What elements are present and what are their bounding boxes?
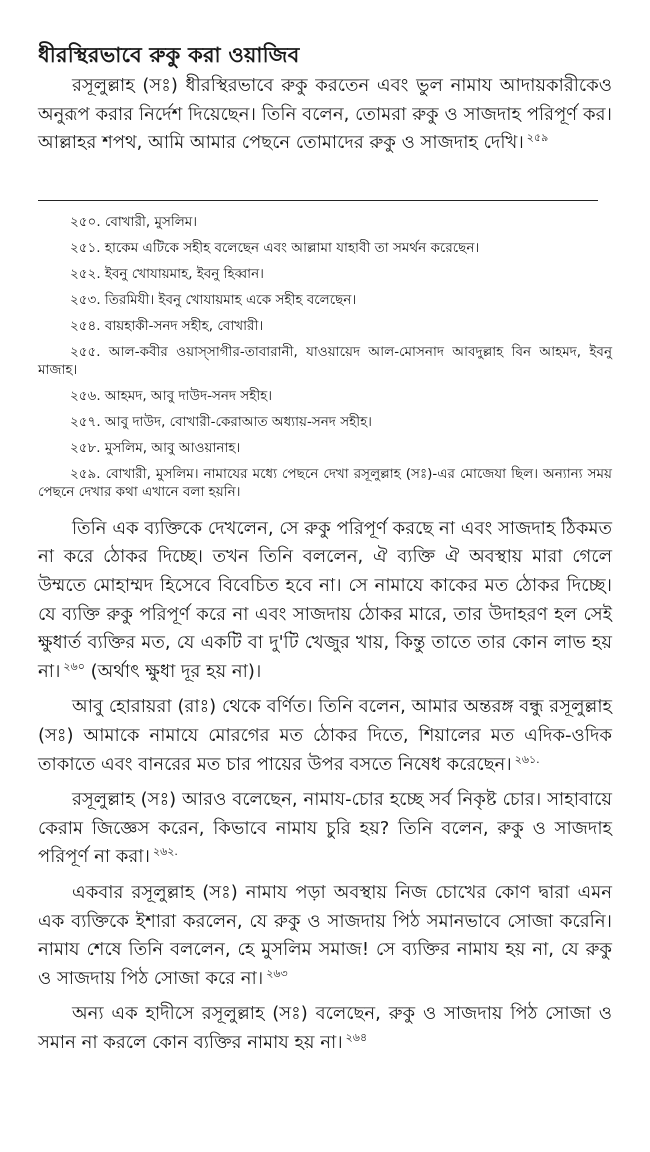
- intro-paragraph: [38, 72, 612, 158]
- footnote-ref: ২৬৩: [266, 966, 288, 980]
- main-text: [38, 515, 612, 1058]
- footnote: ২৫০. বোখারী, মুসলিম।: [70, 213, 198, 230]
- paragraph-text: অন্য এক হাদীসে রসূলুল্লাহ (সঃ) বলেছেন, রুকু ও সাজদায় পিঠ সোজা ও সমান না করলে কোন ব্যক্তির নামায হয় না।: [38, 1003, 612, 1053]
- paragraph-tail: (অর্থাৎ ক্ষুধা দূর হয় না)।: [84, 660, 262, 682]
- footnote: ২৫৭. আবু দাউদ, বোখারী-কেরাআত অধ্যায়-সনদ সহীহ।: [70, 413, 372, 430]
- footnote: ২৫৪. বায়হাকী-সনদ সহীহ, বোখারী।: [70, 317, 264, 334]
- footnote-ref: ২৬৪: [345, 1030, 368, 1044]
- paragraph-text: একবার রসূলুল্লাহ (সঃ) নামায পড়া অবস্থায় নিজ চোখের কোণ দ্বারা এমন এক ব্যক্তিকে ইশারা করলেন, যে রুকু ও সাজদায় পিঠ সমানভাবে সোজা করেনি। নামায শেষে তিনি বললেন, হে মুসলিম সমাজ! সে ব্যক্তির নামায হয় না, যে রুকু ও সাজদায় পিঠ সোজা করে না।: [38, 881, 612, 989]
- footnotes-list: [38, 213, 612, 501]
- book-page: [38, 40, 612, 1064]
- footnote-ref: ২৬১.: [514, 752, 540, 766]
- footnote: ২৫১. হাকেম এটিকে সহীহ বলেছেন এবং আল্লামা যাহাবী তা সমর্থন করেছেন।: [70, 239, 480, 256]
- footnote: ২৫৯. বোখারী, মুসলিম। নামাযের মধ্যে পেছনে দেখা রসূলুল্লাহ (সঃ)-এর মোজেযা ছিল। অন্যান্য সময় পেছনে দেখার কথা এখানে বলা হয়নি।: [38, 465, 612, 500]
- footnote: ২৫৫. আল-কবীর ওয়াস্‌সাগীর-তাবারানী, যাওয়ায়েদ আল-মোসনাদ আবদুল্লাহ বিন আহমদ, ইবনু মাজাহ।: [38, 343, 612, 378]
- body-paragraph: [38, 515, 612, 687]
- paragraph-text: রসূলুল্লাহ (সঃ) আরও বলেছেন, নামায-চোর হচ্ছে সর্ব নিকৃষ্ট চোর। সাহাবায়ে কেরাম জিজ্ঞেস করেন, কিভাবে নামায চুরি হয়? তিনি বলেন, রুকু ও সাজদাহ পরিপূর্ণ না করা।: [38, 789, 612, 868]
- body-paragraph: [38, 693, 612, 779]
- footnote: ২৫৮. মুসলিম, আবু আওয়ানাহ।: [70, 439, 241, 456]
- intro-footnote-ref: ২৫৯: [526, 131, 549, 145]
- footnote-divider: [38, 200, 598, 201]
- paragraph-text: তিনি এক ব্যক্তিকে দেখলেন, সে রুকু পরিপূর্ণ করছে না এবং সাজদাহ ঠিকমত না করে ঠোকর দিচ্ছে। তখন তিনি বললেন, ঐ ব্যক্তি ঐ অবস্থায় মারা গেলে উম্মতে মোহাম্মদ হিসেবে বিবেচিত হবে না। সে নামাযে কাকের মত ঠোকর দিচ্ছে। যে ব্যক্তি রুকু পরিপূর্ণ করে না এবং সাজদায় ঠোকর মারে, তার উদাহরণ হল সেই ক্ষুধার্ত ব্যক্তির মত, যে একটি বা দু'টি খেজুর খায়, কিন্তু তাতে তার কোন লাভ হয় না।: [38, 517, 612, 682]
- paragraph-text: আবু হোরায়রা (রাঃ) থেকে বর্ণিত। তিনি বলেন, আমার অন্তরঙ্গ বন্ধু রসূলুল্লাহ (সঃ) আমাকে নামাযে মোরগের মত ঠোকর দিতে, শিয়ালের মত এদিক-ওদিক তাকাতে এবং বানরের মত চার পায়ের উপর বসতে নিষেধ করেছেন।: [38, 696, 612, 775]
- intro-text: রসূলুল্লাহ (সঃ) ধীরস্থিরভাবে রুকু করতেন এবং ভুল নামায আদায়কারীকেও অনুরূপ করার নির্দেশ দিয়েছেন। তিনি বলেন, তোমরা রুকু ও সাজদাহ পরিপূর্ণ কর। আল্লাহর শপথ, আমি আমার পেছনে তোমাদের রুকু ও সাজদাহ দেখি।: [38, 75, 612, 154]
- footnote: ২৫৩. তিরমিযী। ইবনু খোযায়মাহ একে সহীহ বলেছেন।: [70, 291, 357, 308]
- body-paragraph: [38, 879, 612, 993]
- footnote: ২৫৬. আহমদ, আবু দাউদ-সনদ সহীহ।: [70, 387, 273, 404]
- footnote: ২৫২. ইবনু খোযায়মাহ, ইবনু হিব্বান।: [70, 265, 264, 282]
- footnote-ref: ২৬০: [63, 659, 85, 673]
- footnote-ref: ২৬২.: [152, 845, 178, 859]
- body-paragraph: [38, 786, 612, 872]
- body-paragraph: [38, 1000, 612, 1057]
- section-heading: ধীরস্থিরভাবে রুকু করা ওয়াজিব: [38, 43, 300, 67]
